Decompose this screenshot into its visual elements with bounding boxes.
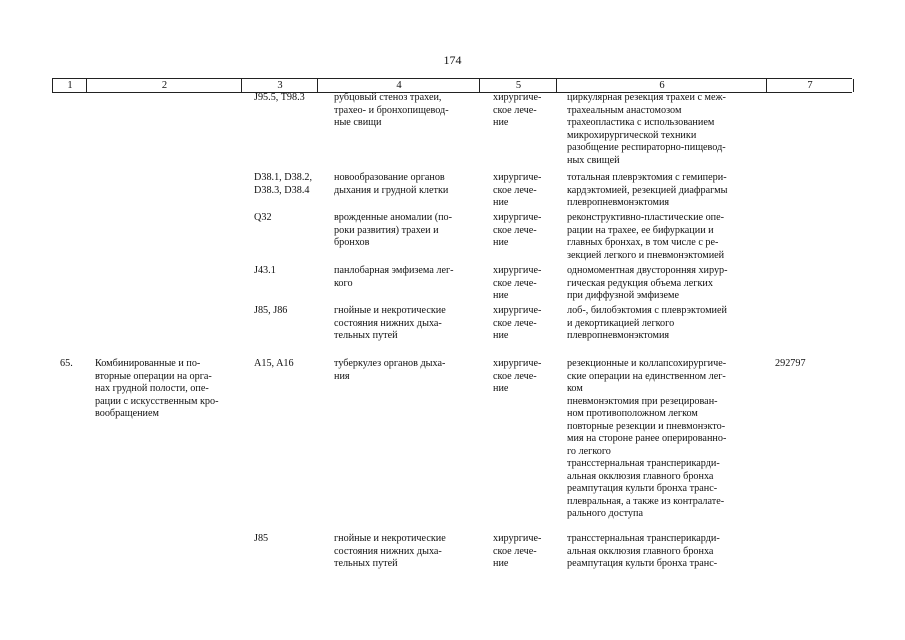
- treatment-method: лоб-, билобэктомия с плеврэктомией и декортикацией легкого плевропневмонэктомия: [567, 305, 727, 341]
- column-header-4: 4: [317, 79, 480, 92]
- cost-value: 292797: [775, 358, 806, 369]
- treatment-method: реконструктивно-пластические опе- рации на трахее, ее бифуркации и главных бронхах, в том числе с ре- зекцией легкого и пневмонэктомией: [567, 212, 725, 261]
- treatment-type: хирургиче- ское лече- ние: [493, 358, 542, 394]
- icd-codes: J43.1: [254, 265, 276, 276]
- row-number: 65.: [60, 358, 73, 369]
- column-header-7: 7: [766, 79, 854, 92]
- table-header-row: [52, 78, 852, 93]
- disease-description: врожденные аномалии (по- роки развития) трахеи и бронхов: [334, 212, 453, 248]
- icd-codes: J85: [254, 533, 269, 544]
- treatment-method: одномоментная двусторонняя хирур- гическая редукция объема легких при диффузной эмфиземе: [567, 265, 728, 301]
- column-header-2: 2: [86, 79, 242, 92]
- treatment-type: хирургиче- ское лече- ние: [493, 305, 542, 341]
- icd-codes: D38.1, D38.2, D38.3, D38.4: [254, 172, 313, 196]
- column-header-5: 5: [479, 79, 557, 92]
- disease-description: новообразование органов дыхания и грудной клетки: [334, 172, 449, 196]
- treatment-method: тотальная плеврэктомия с гемипери- кардэктомией, резекцией диафрагмы плевропневмонэктомия: [567, 172, 728, 208]
- icd-codes: A15, A16: [254, 358, 294, 369]
- icd-codes: Q32: [254, 212, 272, 223]
- treatment-type: хирургиче- ское лече- ние: [493, 172, 542, 208]
- treatment-type: хирургиче- ское лече- ние: [493, 265, 542, 301]
- disease-description: рубцовый стеноз трахеи, трахео- и бронхопищевод- ные свищи: [334, 92, 449, 128]
- icd-codes: J85, J86: [254, 305, 288, 316]
- treatment-type: хирургиче- ское лече- ние: [493, 533, 542, 569]
- disease-description: гнойные и некротические состояния нижних дыха- тельных путей: [334, 305, 446, 341]
- column-header-3: 3: [241, 79, 318, 92]
- treatment-method: циркулярная резекция трахеи с меж- трахеальным анастомозом трахеопластика с использованием микрохирургической техники разобщение респираторно-пищевод- ных свищей: [567, 92, 726, 166]
- treatment-type: хирургиче- ское лече- ние: [493, 92, 542, 128]
- treatment-method: трансстернальная трансперикарди- альная окклюзия главного бронха реампутация культи бронха транс-: [567, 533, 720, 569]
- column-header-1: 1: [52, 79, 87, 92]
- treatment-method: резекционные и коллапсохирургиче- ские операции на единственном лег- ком пневмонэктомия при резецирован- ном противоположном легком повторные резекции и пневмонэкто- мия на стороне ранее оперированно- го легкого трансстернальная трансперикарди- альная окклюзия главного бронха реампутация культи бронха транс- плевральная, а также из контралате- рального доступа: [567, 358, 727, 519]
- column-header-6: 6: [556, 79, 767, 92]
- page-number: 174: [443, 53, 462, 67]
- icd-codes: J95.5, T98.3: [254, 92, 305, 103]
- disease-description: панлобарная эмфизема лег- кого: [334, 265, 454, 289]
- disease-description: гнойные и некротические состояния нижних дыха- тельных путей: [334, 533, 446, 569]
- treatment-type: хирургиче- ское лече- ние: [493, 212, 542, 248]
- disease-description: туберкулез органов дыха- ния: [334, 358, 446, 382]
- procedure-group-name: Комбинированные и по- вторные операции на орга- нах грудной полости, опе- рации с искусственным кро- вообращением: [95, 358, 219, 419]
